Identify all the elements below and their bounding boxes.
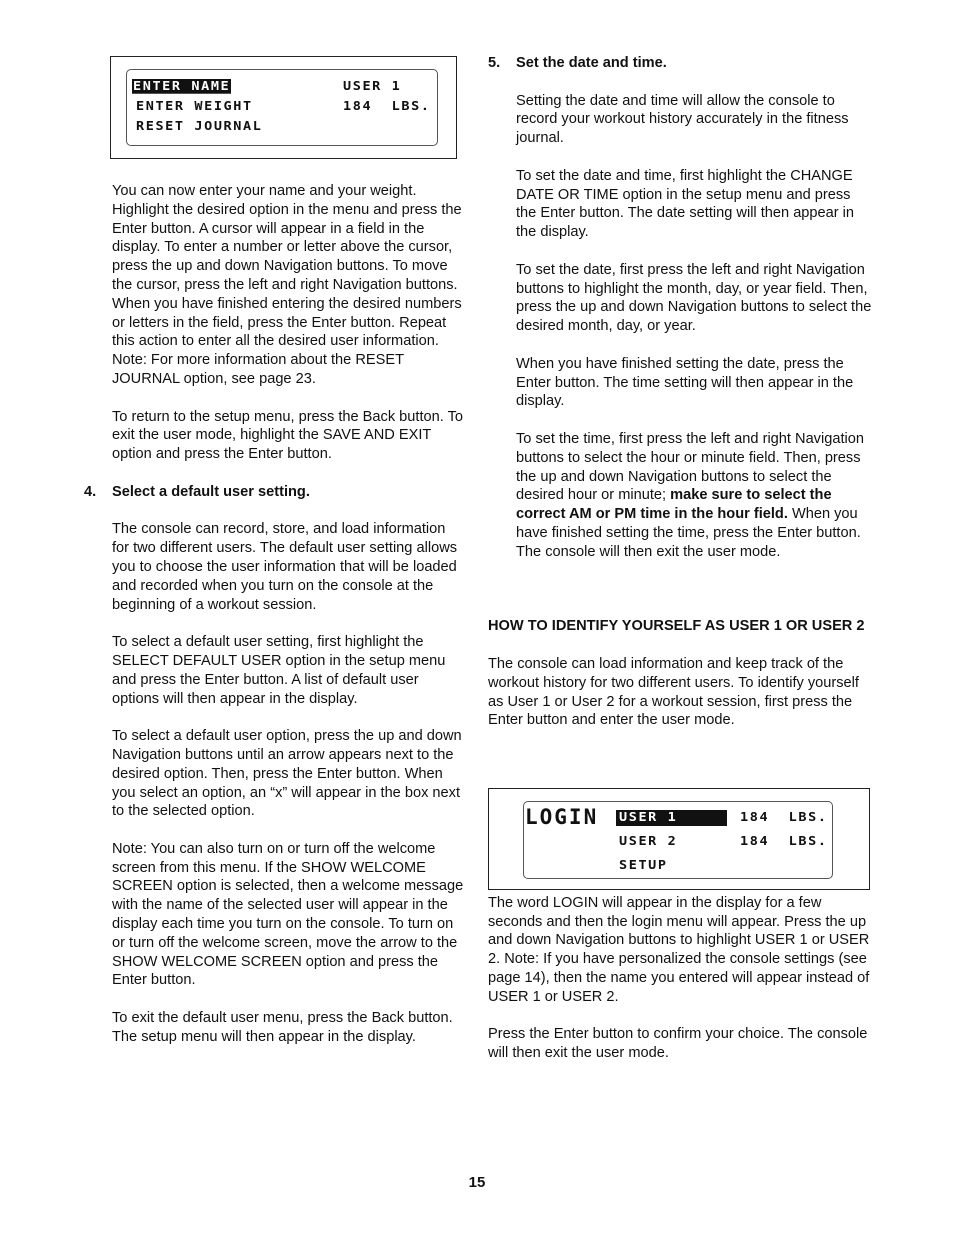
paragraph: To set the date, first press the left and right Navigation buttons to highlight the month, day, or year field. Then, press the up and down Navigation buttons to select the desired month, day, or year.: [516, 261, 872, 335]
section-heading: HOW TO IDENTIFY YOURSELF AS USER 1 OR USER 2: [488, 618, 865, 635]
paragraph: Note: You can also turn on or turn off the welcome screen from this menu. If the SHOW WELCOME SCREEN option is selected, then a welcome message with the name of the selected user will appear in the display each time you turn on the console. To turn on or turn off the welcome screen, move the arrow to the SHOW WELCOME SCREEN option and press the Enter button.: [112, 840, 464, 989]
paragraph: The console can load information and keep track of the workout history for two different users. To identify yourself as User 1 or User 2 for a workout session, first press the Enter button and enter the user mode.: [488, 655, 859, 729]
paragraph: The console can record, store, and load information for two different users. The default user setting allows you to choose the user information that will be loaded and recorded when you turn on the console at the beginning of a workout session.: [112, 521, 458, 613]
lcd-user2-weight: 184 LBS.: [740, 834, 828, 849]
paragraph: To set the date and time, first highlight the CHANGE DATE OR TIME option in the setup menu and press the Enter button. The date setting will then appear in the display.: [516, 167, 855, 241]
left-column: [84, 182, 466, 1065]
paragraph: The word LOGIN will appear in the display for a few seconds and then the login menu will appear. Press the up and down Navigation buttons to highlight USER 1 or USER 2. Note: If you have personalized the console settings (see page 14), then the name you entered will appear instead of USER 1 or USER 2.: [488, 894, 870, 1005]
lcd-user1-weight: 184 LBS.: [740, 810, 828, 825]
lcd-enter-weight: ENTER WEIGHT: [136, 99, 253, 114]
paragraph: You can now enter your name and your weight. Highlight the desired option in the menu and press the Enter button. A cursor will appear in a field in the display. To enter a number or letter above the cursor, press the up and down Navigation buttons. To move the cursor, press the left and right Navigation buttons. When you have finished entering the desired numbers or letters in the field, press the Enter button. Repeat this action to enter all the desired user information. Note: For more information about the RESET JOURNAL option, see page 23.: [112, 183, 462, 387]
lcd-setup: SETUP: [619, 858, 668, 873]
step-number: 5.: [488, 55, 501, 71]
lcd-user-label: USER 1: [343, 79, 402, 94]
step-number: 4.: [84, 483, 97, 500]
paragraph: To return to the setup menu, press the Back button. To exit the user mode, highlight the SAVE AND EXIT option and press the Enter button.: [112, 408, 463, 463]
right-column: [488, 54, 872, 1082]
text-run: To set the time, first press the left and right Navigation buttons to select the hour or minute field. Then, press the up and down Navigation buttons to select the desired hour or minute;: [516, 430, 864, 504]
paragraph: Press the Enter button to confirm your choice. The console will then exit the user mode.: [488, 1026, 868, 1062]
lcd-user1: USER 1: [619, 810, 678, 825]
paragraph: [488, 430, 872, 562]
step-4-heading: [84, 483, 466, 502]
warning-bold: make sure to select the correct AM or PM time in the hour field.: [516, 487, 832, 523]
lcd-weight-value: 184 LBS.: [343, 99, 431, 114]
lcd-login-word: LOGIN: [525, 805, 599, 829]
step-title: Select a default user setting.: [112, 483, 310, 500]
text-run: When you have finished setting the time, press the Enter button. The console will then exit the user mode.: [516, 506, 861, 560]
paragraph: To select a default user setting, first highlight the SELECT DEFAULT USER option in the setup menu and press the Enter button. A list of default user options will then appear in the display.: [112, 634, 446, 707]
paragraph: To exit the default user menu, press the Back button. The setup menu will then appear in the display.: [112, 1010, 453, 1045]
step-title: Set the date and time.: [516, 55, 667, 71]
lcd-display-user-menu: [110, 56, 457, 159]
page-number: 15: [468, 1174, 486, 1191]
paragraph: Setting the date and time will allow the console to record your workout history accurately in the fitness journal.: [516, 92, 849, 147]
paragraph: When you have finished setting the date, press the Enter button. The time setting will then appear in the display.: [516, 355, 854, 410]
lcd-enter-name: ENTER NAME: [133, 79, 231, 94]
lcd-display-login-menu: [488, 788, 870, 890]
lcd-reset-journal: RESET JOURNAL: [136, 119, 263, 134]
step-5-heading: [488, 54, 872, 73]
paragraph: To select a default user option, press the up and down Navigation buttons until an arrow appears next to the desired option. Then, press the Enter button. When you select an option, an “x” will appear in the box next to the selected option.: [112, 728, 462, 820]
lcd-user2: USER 2: [619, 834, 678, 849]
